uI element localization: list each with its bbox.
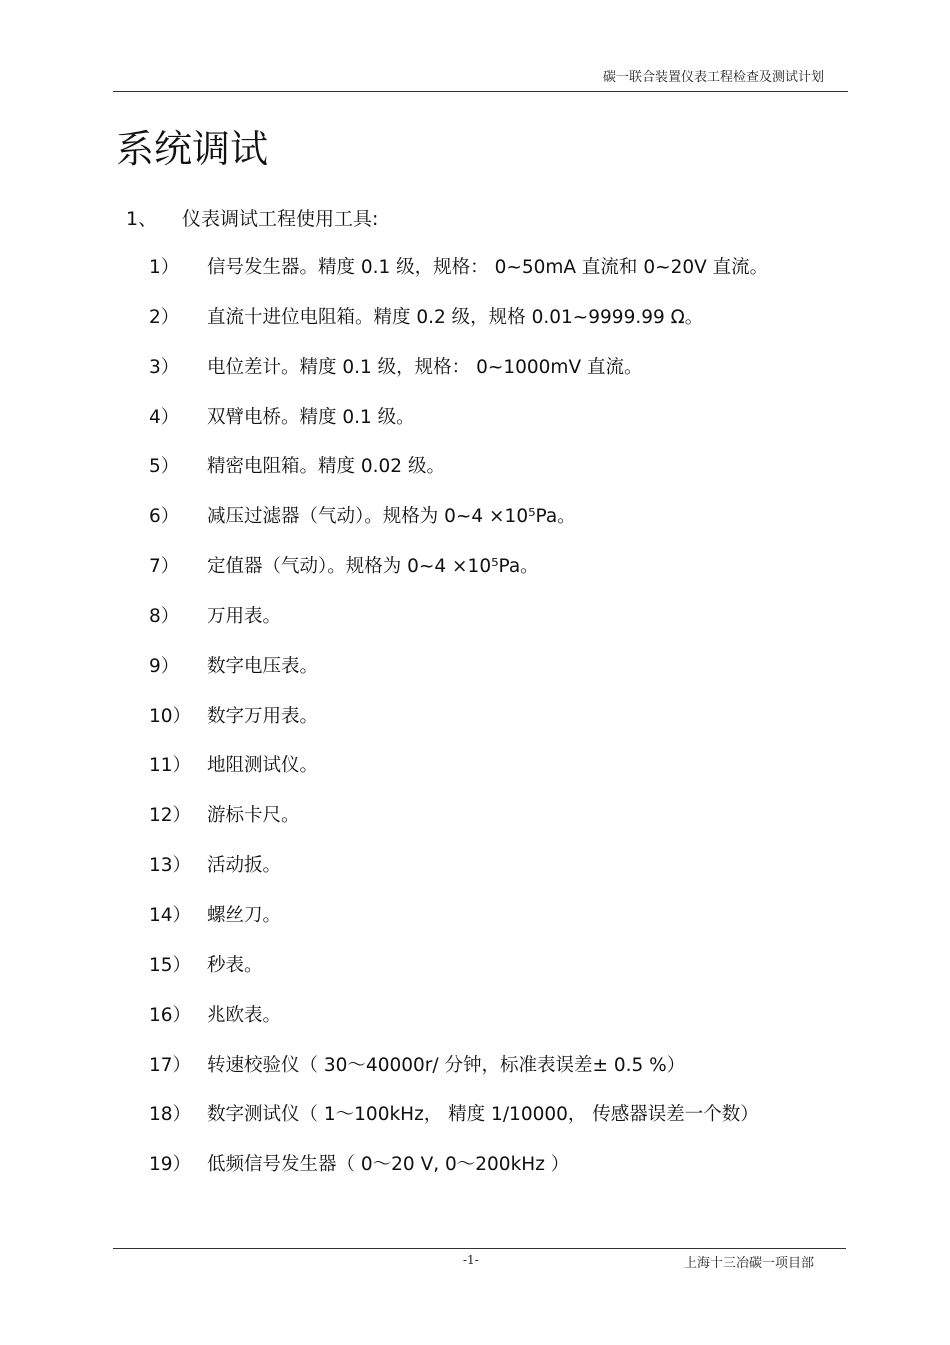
item-number: 4） bbox=[149, 406, 180, 428]
item-number: 6） bbox=[149, 506, 180, 528]
item-text: 秒表。 bbox=[207, 954, 263, 976]
item-number: 11） bbox=[149, 755, 192, 777]
footer-organization: 上海十三冶碳一项目部 bbox=[684, 1256, 815, 1271]
item-number: 7） bbox=[149, 556, 180, 578]
item-text: 精密电阻箱。精度 0.02 级。 bbox=[207, 456, 445, 478]
item-number: 1） bbox=[149, 257, 180, 278]
item-number: 8） bbox=[149, 605, 180, 627]
item-number: 3） bbox=[149, 356, 180, 378]
item-text: 信号发生器。精度 0.1 级，规格： 0~50mA 直流和 0~20V 直流。 bbox=[207, 257, 769, 278]
list-item bbox=[149, 1054, 768, 1104]
item-text: 低频信号发生器（ 0～20 V, 0～200kHz ） bbox=[207, 1154, 570, 1176]
item-text: 兆欧表。 bbox=[207, 1004, 282, 1026]
section-heading bbox=[126, 207, 378, 231]
list-item bbox=[149, 705, 768, 755]
list-item bbox=[149, 854, 768, 904]
list-item bbox=[149, 505, 768, 555]
page-title: 系统调试 bbox=[116, 127, 269, 171]
item-text: 活动扳。 bbox=[207, 855, 282, 877]
list-item bbox=[149, 804, 768, 854]
item-number: 12） bbox=[149, 805, 192, 827]
item-text: 地阻测试仪。 bbox=[207, 755, 319, 777]
item-text: 游标卡尺。 bbox=[207, 805, 300, 827]
list-item bbox=[149, 356, 768, 406]
tool-list bbox=[149, 256, 768, 1203]
list-item bbox=[149, 904, 768, 954]
list-item bbox=[149, 1153, 768, 1203]
item-number: 10） bbox=[149, 705, 192, 727]
header-title: 碳一联合装置仪表工程检查及测试计划 bbox=[602, 70, 824, 85]
list-item bbox=[149, 954, 768, 1004]
list-item bbox=[149, 306, 768, 356]
item-text: 减压过滤器（气动）。规格为 0~4 ×10⁵Pa。 bbox=[207, 506, 576, 528]
item-text: 直流十进位电阻箱。精度 0.2 级，规格 0.01~9999.99 Ω。 bbox=[207, 306, 704, 328]
item-number: 2） bbox=[149, 306, 180, 328]
item-number: 5） bbox=[149, 456, 180, 478]
item-number: 14） bbox=[149, 904, 192, 926]
header-divider bbox=[113, 91, 848, 92]
item-text: 电位差计。精度 0.1 级，规格： 0~1000mV 直流。 bbox=[207, 356, 643, 378]
item-number: 13） bbox=[149, 855, 192, 877]
item-text: 数字万用表。 bbox=[207, 705, 319, 727]
item-number: 15） bbox=[149, 954, 192, 976]
item-number: 19） bbox=[149, 1154, 192, 1176]
item-text: 定值器（气动）。规格为 0~4 ×10⁵Pa。 bbox=[207, 556, 539, 578]
page-number: -1- bbox=[463, 1253, 479, 1267]
list-item bbox=[149, 655, 768, 705]
item-number: 18） bbox=[149, 1104, 192, 1126]
section-number: 1、 bbox=[126, 208, 158, 230]
item-number: 16） bbox=[149, 1004, 192, 1026]
list-item bbox=[149, 1004, 768, 1054]
list-item bbox=[149, 256, 768, 306]
footer-divider bbox=[113, 1248, 846, 1249]
item-text: 万用表。 bbox=[207, 605, 282, 627]
list-item bbox=[149, 754, 768, 804]
list-item bbox=[149, 555, 768, 605]
list-item bbox=[149, 1103, 768, 1153]
item-text: 转速校验仪（ 30～40000r/ 分钟，标准表误差± 0.5 %） bbox=[207, 1054, 686, 1076]
list-item bbox=[149, 455, 768, 505]
item-text: 螺丝刀。 bbox=[207, 904, 282, 926]
list-item bbox=[149, 406, 768, 456]
item-text: 数字测试仪（ 1～100kHz， 精度 1/10000， 传感器误差一个数） bbox=[207, 1104, 759, 1126]
item-number: 9） bbox=[149, 655, 180, 677]
item-text: 双臂电桥。精度 0.1 级。 bbox=[207, 406, 415, 428]
list-item bbox=[149, 605, 768, 655]
item-number: 17） bbox=[149, 1054, 192, 1076]
item-text: 数字电压表。 bbox=[207, 655, 319, 677]
section-title: 仪表调试工程使用工具: bbox=[182, 208, 379, 230]
